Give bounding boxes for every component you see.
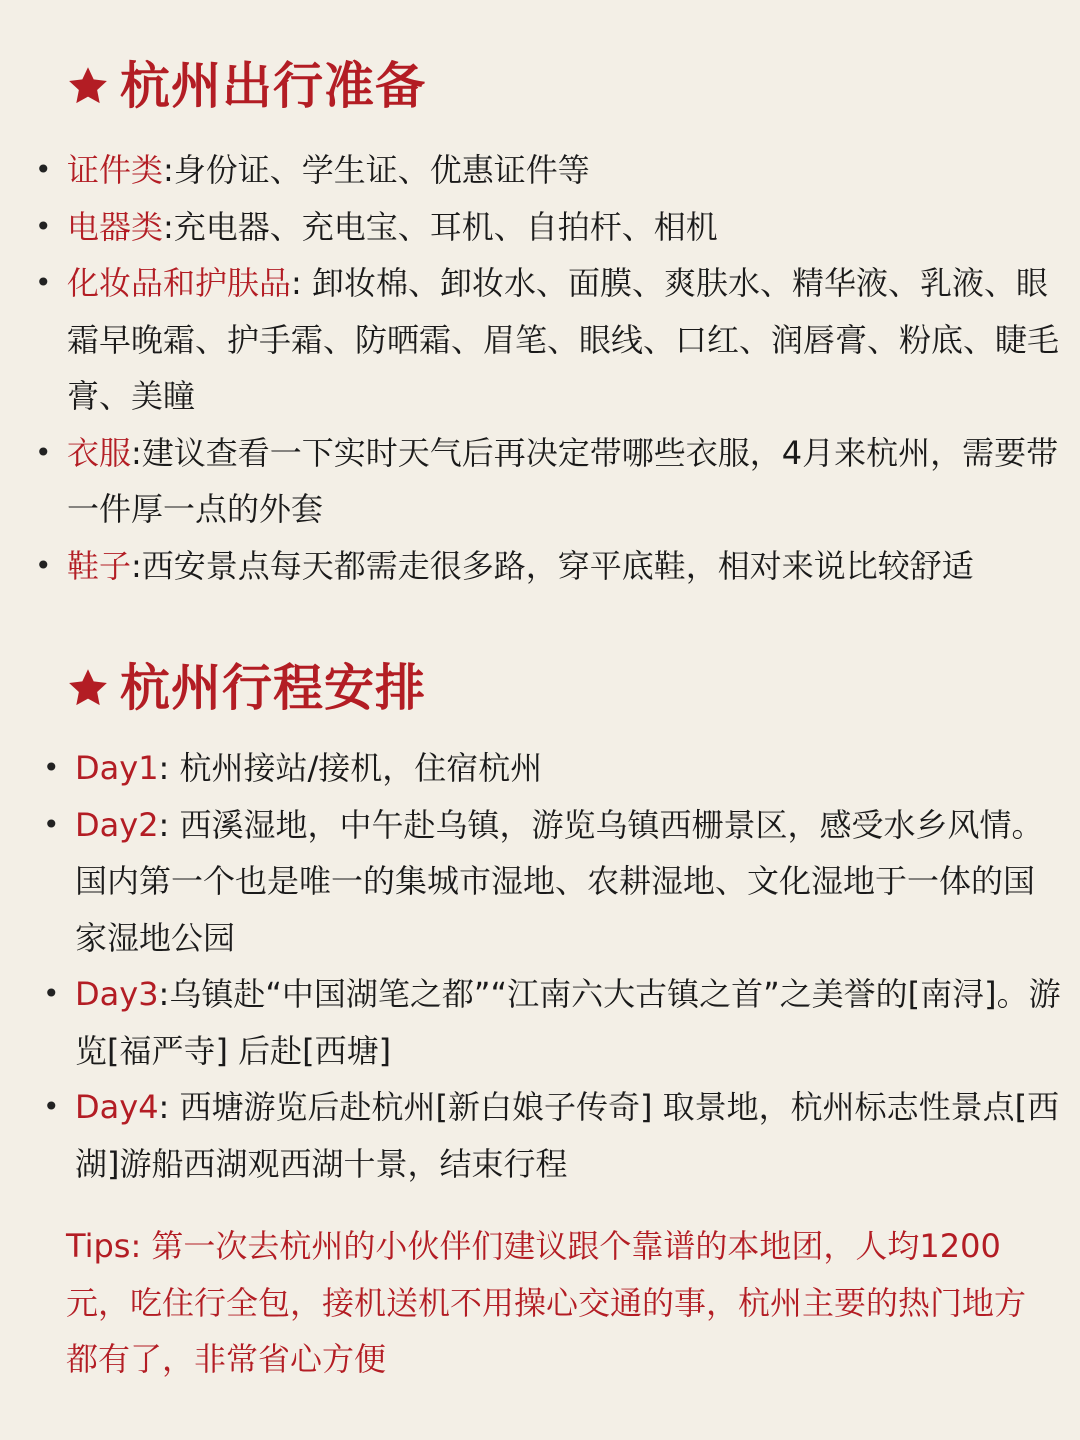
- item-label: 证件类: [67, 151, 164, 189]
- list-item: [35, 142, 1075, 199]
- bullet: •: [35, 153, 52, 186]
- bullet: •: [35, 435, 52, 469]
- item-text: :建议查看一下实时天气后再决定带哪些衣服，4月来杭州，需要带一件厚一点的外套: [67, 433, 1059, 528]
- item-text: :西安景点每天都需走很多路，穿平底鞋，相对来说比较舒适: [131, 546, 974, 585]
- item-label: 鞋子: [67, 546, 132, 585]
- list-item: [35, 199, 1075, 256]
- list-item: [35, 255, 1075, 425]
- bullet: •: [43, 1090, 60, 1123]
- day-label: Day4: [75, 1088, 159, 1126]
- list-item: [35, 538, 1075, 595]
- item-label: 电器类: [67, 207, 164, 246]
- bullet: •: [43, 751, 60, 784]
- list-item: [35, 425, 1075, 538]
- bullet: •: [43, 807, 60, 841]
- item-text: :充电器、充电宝、耳机、自拍杆、相机: [163, 207, 718, 246]
- list-item: [43, 740, 1063, 797]
- bullet: •: [35, 266, 52, 299]
- day-label: Day2: [75, 805, 159, 844]
- item-text: :身份证、学生证、优惠证件等: [163, 151, 590, 189]
- item-text: : 西溪湿地，中午赴乌镇，游览乌镇西栅景区，感受水乡风情。国内第一个也是唯一的集城市湿地、农耕湿地、文化湿地于一体的国家湿地公园: [75, 805, 1044, 957]
- section-title-itinerary: [66, 656, 426, 720]
- tips-text: Tips: 第一次去杭州的小伙伴们建议跟个靠谱的本地团，人均1200元，吃住行全包，接机送机不用操心交通的事，杭州主要的热门地方都有了，非常省心方便: [66, 1227, 1027, 1378]
- item-text: : 杭州接站/接机，住宿杭州: [158, 749, 543, 787]
- list-item: [43, 966, 1063, 1079]
- preparation-list: [35, 142, 1075, 594]
- list-item: [43, 797, 1063, 967]
- day-label: Day1: [75, 749, 159, 787]
- item-label: 化妆品和护肤品: [67, 264, 292, 302]
- section-title-text: 杭州出行准备: [120, 57, 426, 115]
- bullet: •: [35, 548, 52, 582]
- item-text: : 西塘游览后赴杭州[新白娘子传奇] 取景地，杭州标志性景点[西湖]游船西湖观西湖十景，结束行程: [75, 1088, 1060, 1183]
- itinerary-list: [43, 740, 1063, 1192]
- item-text: : 卸妆棉、卸妆水、面膜、爽肤水、精华液、乳液、眼霜早晚霜、护手霜、防晒霜、眉笔、眼线、口红、润唇膏、粉底、睫毛膏、美瞳: [67, 264, 1060, 415]
- item-text: :乌镇赴“中国湖笔之都”“江南六大古镇之首”之美誉的[南浔]。游览[福严寺] 后赴[西塘]: [75, 975, 1061, 1070]
- star-icon: [66, 64, 110, 108]
- star-icon: [66, 666, 110, 710]
- bullet: •: [35, 209, 52, 243]
- item-label: 衣服: [67, 433, 132, 472]
- list-item: [43, 1079, 1063, 1192]
- section-title-text: 杭州行程安排: [120, 659, 426, 717]
- section-title-preparation: [66, 54, 426, 118]
- day-label: Day3: [75, 975, 159, 1013]
- bullet: •: [43, 977, 60, 1010]
